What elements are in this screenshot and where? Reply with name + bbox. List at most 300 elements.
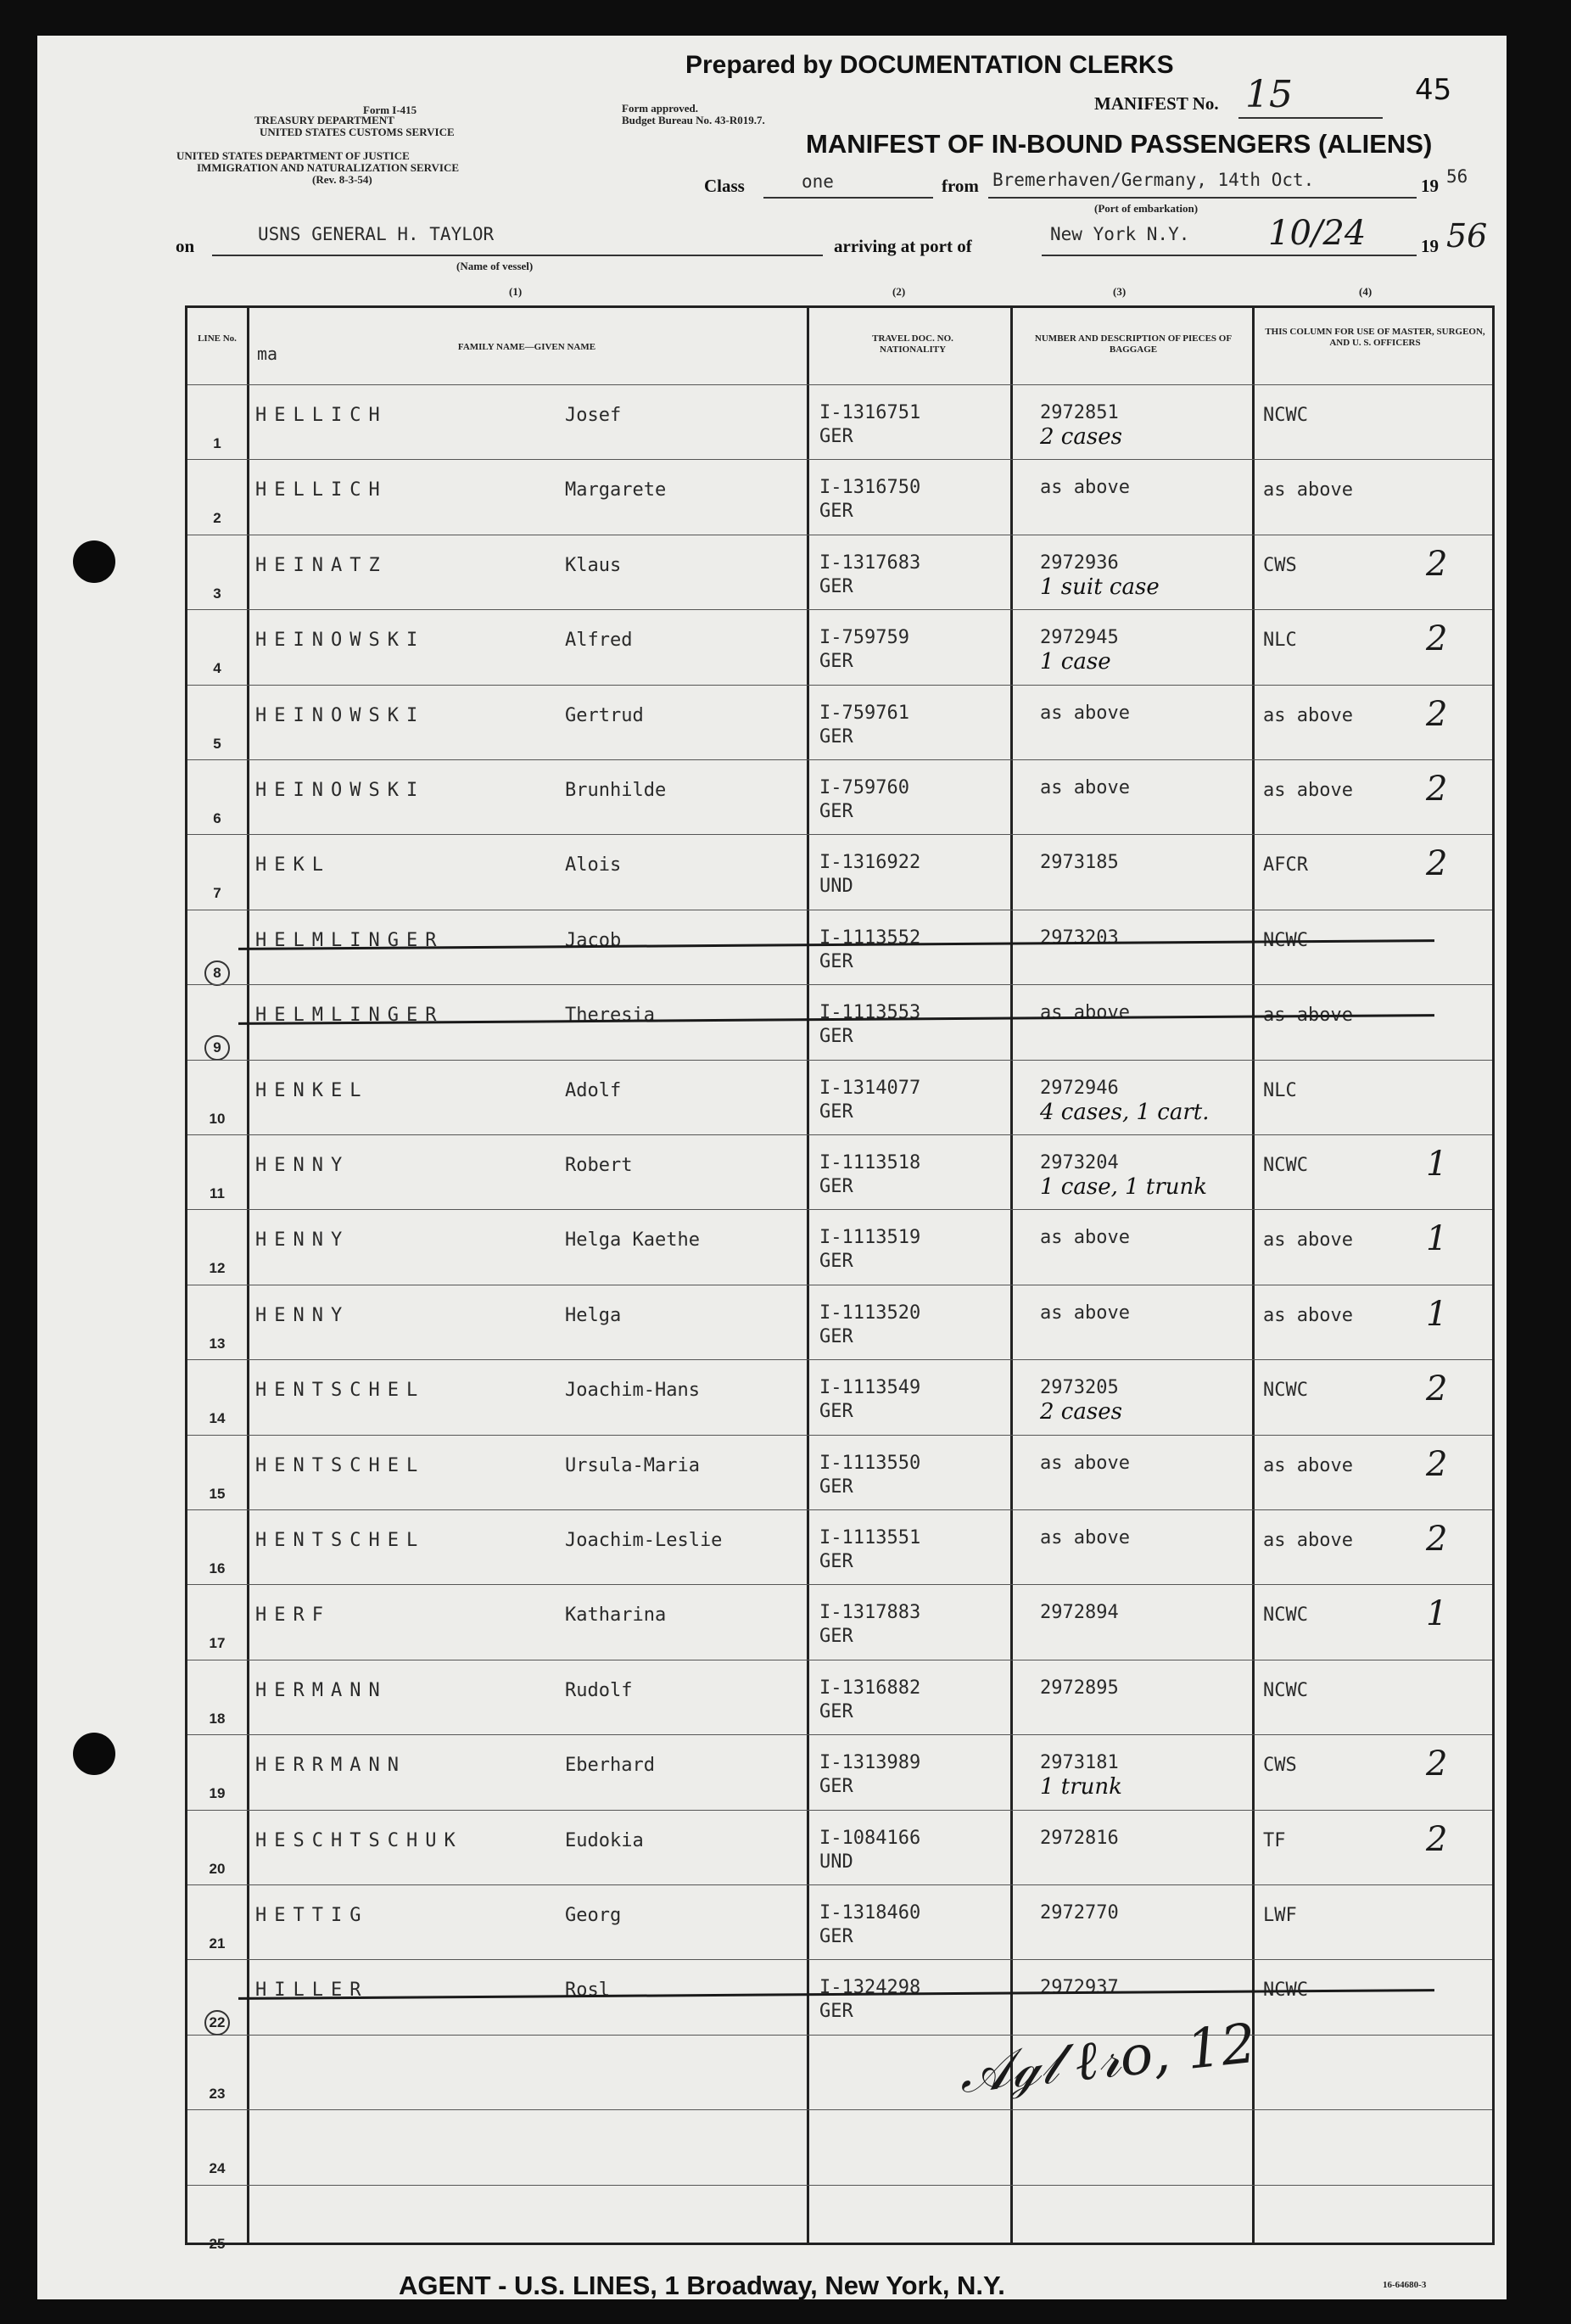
manifest-title: MANIFEST OF IN-BOUND PASSENGERS (ALIENS) — [806, 129, 1433, 159]
travel-doc — [819, 1677, 920, 1724]
nationality: GER — [819, 1476, 853, 1498]
officer-agency: NCWC — [1263, 1980, 1308, 2002]
family-name: HELMLINGER — [255, 929, 444, 951]
col-divider — [1252, 308, 1255, 2243]
print-code: 16-64680-3 — [1383, 2280, 1427, 2290]
row-divider — [187, 1734, 1492, 1735]
page-number: 45 — [1415, 73, 1452, 107]
baggage — [1040, 1601, 1119, 1625]
baggage-number: as above — [1040, 1527, 1130, 1548]
travel-doc — [819, 1226, 920, 1274]
row-divider — [187, 1435, 1492, 1436]
manifest-underline — [1238, 117, 1383, 119]
baggage-number: 2972770 — [1040, 1902, 1119, 1924]
nationality: GER — [819, 1100, 853, 1123]
family-name: HERMANN — [255, 1679, 388, 1701]
col-num-2: (2) — [892, 285, 906, 298]
line-number — [187, 1410, 247, 1427]
row-divider — [187, 2185, 1492, 2186]
line-number — [187, 2160, 247, 2177]
row-divider — [187, 984, 1492, 985]
nationality: GER — [819, 426, 853, 447]
travel-doc — [819, 702, 909, 749]
officer-tally-mark: 2 — [1426, 544, 1448, 584]
family-name: HELLICH — [255, 479, 388, 501]
nationality: GER — [819, 1401, 853, 1423]
travel-doc — [819, 626, 909, 674]
line-number-value: 11 — [210, 1185, 225, 1201]
officer-agency: CWS — [1263, 1755, 1297, 1777]
year-2: 56 — [1446, 217, 1488, 255]
baggage — [1040, 401, 1122, 449]
officer-tally-mark: 2 — [1426, 1369, 1448, 1409]
travel-doc — [819, 401, 920, 449]
baggage-number: 2973181 — [1040, 1752, 1119, 1774]
row-divider — [187, 1884, 1492, 1885]
manifest-label: MANIFEST No. — [1094, 93, 1219, 114]
baggage — [1040, 1751, 1122, 1799]
nationality: GER — [819, 1700, 853, 1722]
given-name: Joachim-Hans — [565, 1380, 700, 1402]
travel-doc-number: I-1316882 — [819, 1677, 921, 1699]
line-number — [187, 1111, 247, 1128]
col-num-3: (3) — [1113, 285, 1127, 298]
line-number — [187, 1035, 247, 1061]
travel-doc-number: I-1317683 — [819, 552, 921, 574]
travel-doc — [819, 1151, 920, 1199]
baggage-note: 2 cases — [1040, 424, 1122, 450]
baggage — [1040, 1901, 1119, 1925]
line-number — [187, 1185, 247, 1202]
line-number-value: 5 — [213, 735, 221, 752]
line-number-value: 16 — [209, 1560, 226, 1576]
nationality: GER — [819, 575, 853, 597]
given-name: Helga — [565, 1304, 622, 1326]
family-name: HEKL — [255, 854, 331, 876]
family-name: HENNY — [255, 1304, 350, 1326]
travel-doc-number: I-1314077 — [819, 1077, 921, 1099]
officer-tally-mark: 1 — [1426, 1294, 1448, 1334]
given-name: Adolf — [565, 1079, 622, 1101]
line-number-value: 23 — [209, 2085, 226, 2102]
officer-agency: NCWC — [1263, 1679, 1308, 1701]
line-number — [187, 585, 247, 602]
baggage-number: 2973203 — [1040, 927, 1119, 949]
line-number — [187, 1711, 247, 1728]
year-prefix-2: 19 — [1421, 236, 1439, 256]
baggage-number: 2972894 — [1040, 1602, 1119, 1624]
travel-doc-number: I-759761 — [819, 702, 909, 724]
family-name: HETTIG — [255, 1905, 369, 1926]
baggage-number: 2973205 — [1040, 1377, 1119, 1399]
baggage — [1040, 851, 1119, 875]
officer-agency: NCWC — [1263, 1155, 1308, 1176]
row-divider — [187, 609, 1492, 610]
given-name: Ursula-Maria — [565, 1454, 700, 1476]
baggage — [1040, 1526, 1130, 1550]
travel-doc-number: I-1084166 — [819, 1827, 921, 1849]
line-number — [187, 1260, 247, 1277]
baggage-number: 2972816 — [1040, 1827, 1119, 1849]
vessel-underline — [212, 255, 823, 256]
from-underline — [988, 197, 1417, 199]
given-name: Gertrud — [565, 704, 644, 726]
baggage — [1040, 1376, 1122, 1424]
given-name: Robert — [565, 1155, 633, 1176]
row-divider — [187, 685, 1492, 686]
row-divider — [187, 459, 1492, 460]
baggage — [1040, 927, 1119, 950]
line-number-value: 9 — [204, 1035, 230, 1061]
from-label: from — [942, 176, 979, 196]
family-name: HENKEL — [255, 1079, 369, 1101]
officer-tally-mark: 2 — [1426, 844, 1448, 884]
family-name: HILLER — [255, 1980, 369, 2002]
given-name: Helga Kaethe — [565, 1229, 700, 1252]
baggage-number: 2973185 — [1040, 852, 1119, 874]
officer-agency: as above — [1263, 1530, 1353, 1551]
nationality: GER — [819, 651, 853, 673]
travel-doc — [819, 1452, 920, 1499]
baggage-note: 1 case — [1040, 649, 1111, 675]
officer-tally-mark: 2 — [1426, 1444, 1448, 1484]
given-name: Eberhard — [565, 1755, 655, 1777]
nationality: GER — [819, 2001, 853, 2023]
officer-tally-mark: 1 — [1426, 1219, 1448, 1259]
nationality: GER — [819, 501, 853, 523]
travel-doc-number: I-1316750 — [819, 477, 921, 499]
line-number — [187, 885, 247, 902]
travel-doc — [819, 476, 920, 524]
row-divider — [187, 1359, 1492, 1360]
baggage — [1040, 626, 1119, 674]
row-divider — [187, 2109, 1492, 2110]
baggage-number: as above — [1040, 1302, 1130, 1324]
nationality: GER — [819, 801, 853, 822]
baggage-number: 2972937 — [1040, 1977, 1119, 1999]
from-value: Bremerhaven/Germany, 14th Oct. — [992, 170, 1315, 190]
nationality: GER — [819, 1026, 853, 1048]
line-number-value: 12 — [209, 1260, 226, 1277]
inspector-signature: 𝒜ℊ𝓁 ℓ𝓇𝑜, 12 — [956, 2012, 1260, 2107]
officer-tally-mark: 2 — [1426, 1520, 1448, 1559]
line-number-value: 4 — [213, 660, 221, 677]
row-divider — [187, 384, 1492, 385]
baggage — [1040, 1302, 1130, 1325]
officer-agency: CWS — [1263, 554, 1297, 576]
row-divider — [187, 1959, 1492, 1960]
travel-doc-number: I-1113520 — [819, 1302, 921, 1324]
officer-tally-mark: 1 — [1426, 1145, 1448, 1184]
travel-doc-number: I-1113552 — [819, 927, 921, 949]
line-number-value: 15 — [209, 1485, 226, 1502]
form-approved: Form approved. — [622, 102, 699, 115]
baggage-number: as above — [1040, 1002, 1130, 1024]
travel-doc — [819, 1901, 920, 1949]
given-name: Joachim-Leslie — [565, 1530, 723, 1551]
travel-doc-number: I-1316922 — [819, 852, 921, 874]
baggage — [1040, 1077, 1209, 1124]
travel-doc — [819, 1976, 920, 2024]
travel-doc-number: I-759760 — [819, 777, 909, 798]
col-divider — [1010, 308, 1013, 2243]
officer-agency: LWF — [1263, 1905, 1297, 1926]
baggage-number: 2972851 — [1040, 402, 1119, 423]
line-number-value: 3 — [213, 585, 221, 602]
baggage-note: 1 case, 1 trunk — [1040, 1174, 1208, 1200]
family-name: HERRMANN — [255, 1755, 406, 1777]
arriving-label: arriving at port of — [834, 236, 972, 256]
line-number — [187, 736, 247, 753]
line-number-value: 21 — [209, 1935, 226, 1952]
row-divider — [187, 1810, 1492, 1811]
class-value: one — [802, 171, 834, 192]
line-number — [187, 2086, 247, 2103]
officer-tally-mark: 2 — [1426, 770, 1448, 809]
travel-doc-number: I-1113549 — [819, 1377, 921, 1399]
given-name: Alfred — [565, 630, 633, 652]
given-name: Eudokia — [565, 1829, 644, 1851]
baggage — [1040, 1677, 1119, 1700]
nationality: GER — [819, 950, 853, 972]
on-label: on — [176, 236, 195, 256]
port-embarkation-caption: (Port of embarkation) — [1094, 202, 1199, 215]
row-divider — [187, 834, 1492, 835]
officer-agency: NCWC — [1263, 929, 1308, 951]
given-name: Klaus — [565, 554, 622, 576]
baggage — [1040, 1226, 1130, 1250]
travel-doc — [819, 1001, 920, 1049]
nationality: GER — [819, 1251, 853, 1273]
col-header-officers: THIS COLUMN FOR USE OF MASTER, SURGEON, AND U. S. OFFICERS — [1265, 327, 1485, 348]
line-mark: ma — [257, 344, 278, 364]
travel-doc — [819, 776, 909, 824]
travel-doc-number: I-1113518 — [819, 1152, 921, 1173]
given-name: Josef — [565, 405, 622, 426]
year-prefix-1: 19 — [1421, 176, 1439, 196]
travel-doc — [819, 1827, 920, 1874]
baggage — [1040, 1151, 1207, 1199]
family-name: HELLICH — [255, 405, 388, 426]
col-divider — [807, 308, 809, 2243]
treasury-dept: TREASURY DEPARTMENT — [254, 114, 394, 126]
line-number-value: 10 — [209, 1110, 226, 1127]
baggage-note: 1 suit case — [1040, 574, 1160, 600]
line-number-value: 18 — [209, 1710, 226, 1727]
family-name: HEINOWSKI — [255, 780, 426, 801]
baggage-number: 2972936 — [1040, 552, 1119, 574]
given-name: Jacob — [565, 929, 622, 951]
row-divider — [187, 1134, 1492, 1135]
line-number-value: 19 — [209, 1785, 226, 1802]
nationality: GER — [819, 1626, 853, 1648]
col-divider — [247, 308, 249, 2243]
travel-doc — [819, 1751, 920, 1799]
officer-agency: NLC — [1263, 630, 1297, 652]
line-number — [187, 960, 247, 986]
family-name: HENTSCHEL — [255, 1454, 426, 1476]
officer-agency: NCWC — [1263, 1604, 1308, 1627]
nationality: GER — [819, 725, 853, 748]
travel-doc-number: I-1316751 — [819, 402, 921, 423]
travel-doc — [819, 1077, 920, 1124]
family-name: HENTSCHEL — [255, 1530, 426, 1551]
baggage-note: 4 cases, 1 cart. — [1040, 1099, 1210, 1125]
officer-tally-mark: 2 — [1426, 1819, 1448, 1859]
nationality: GER — [819, 1325, 853, 1347]
given-name: Rudolf — [565, 1679, 633, 1701]
baggage-note: 2 cases — [1040, 1399, 1122, 1425]
line-number — [187, 1935, 247, 1952]
ins-service: IMMIGRATION AND NATURALIZATION SERVICE — [197, 161, 460, 174]
baggage-number: 2972895 — [1040, 1677, 1119, 1699]
line-number — [187, 660, 247, 677]
travel-doc-number: I-1113519 — [819, 1227, 921, 1249]
baggage — [1040, 776, 1130, 800]
row-divider — [187, 1209, 1492, 1210]
officer-agency: as above — [1263, 1304, 1353, 1326]
row-divider — [187, 1584, 1492, 1585]
arriving-underline — [1042, 255, 1417, 256]
line-number-value: 24 — [209, 2160, 226, 2177]
travel-doc — [819, 927, 920, 974]
punch-hole — [73, 1733, 115, 1775]
line-number-value: 22 — [204, 2010, 230, 2036]
line-number-value: 14 — [209, 1410, 226, 1427]
family-name: HENTSCHEL — [255, 1380, 426, 1402]
year-1: 56 — [1446, 166, 1468, 187]
baggage-number: as above — [1040, 777, 1130, 798]
given-name: Margarete — [565, 479, 667, 501]
col-num-4: (4) — [1359, 285, 1373, 298]
baggage-number: as above — [1040, 1452, 1130, 1474]
baggage-number: as above — [1040, 1227, 1130, 1249]
officer-tally-mark: 2 — [1426, 1744, 1448, 1784]
travel-doc-number: I-759759 — [819, 627, 909, 649]
dept-justice: UNITED STATES DEPARTMENT OF JUSTICE — [176, 149, 410, 162]
line-number-value: 25 — [209, 2235, 226, 2252]
line-number-value: 6 — [213, 810, 221, 826]
travel-doc — [819, 552, 920, 599]
travel-doc-number: I-1113550 — [819, 1452, 921, 1474]
travel-doc — [819, 851, 920, 899]
officer-agency: AFCR — [1263, 854, 1308, 876]
given-name: Georg — [565, 1905, 622, 1926]
line-number — [187, 810, 247, 827]
row-divider — [187, 1060, 1492, 1061]
line-number — [187, 1560, 247, 1577]
travel-doc — [819, 1526, 920, 1574]
travel-doc — [819, 1376, 920, 1424]
travel-doc-number: I-1113553 — [819, 1002, 921, 1024]
line-number-value: 2 — [213, 510, 221, 527]
arrival-date: 10/24 — [1268, 214, 1367, 253]
line-number-value: 20 — [209, 1860, 226, 1877]
line-number — [187, 1785, 247, 1802]
given-name: Brunhilde — [565, 780, 667, 801]
baggage — [1040, 1001, 1130, 1025]
family-name: HEINOWSKI — [255, 630, 426, 652]
line-number-value: 8 — [204, 960, 230, 986]
officer-agency: TF — [1263, 1829, 1286, 1851]
line-number — [187, 2236, 247, 2253]
arriving-port: New York N.Y. — [1050, 224, 1190, 244]
line-number — [187, 1635, 247, 1652]
officer-agency: NCWC — [1263, 405, 1308, 426]
officer-agency: NCWC — [1263, 1380, 1308, 1402]
form-number: Form I-415 — [363, 104, 417, 116]
officer-tally-mark: 1 — [1426, 1594, 1448, 1634]
line-number-value: 1 — [213, 435, 221, 451]
baggage-number: 2973204 — [1040, 1152, 1119, 1173]
officer-agency: as above — [1263, 780, 1353, 801]
line-number — [187, 1486, 247, 1503]
customs-service: UNITED STATES CUSTOMS SERVICE — [260, 126, 455, 138]
line-number — [187, 2010, 247, 2036]
class-label: Class — [704, 176, 745, 196]
baggage-number: 2972946 — [1040, 1077, 1119, 1099]
budget-bureau: Budget Bureau No. 43-R019.7. — [622, 114, 765, 126]
nationality: GER — [819, 1776, 853, 1798]
agent-footer: AGENT - U.S. LINES, 1 Broadway, New York, N.Y. — [399, 2271, 1005, 2300]
baggage — [1040, 702, 1130, 725]
prepared-by-stamp: Prepared by DOCUMENTATION CLERKS — [685, 51, 1174, 79]
given-name: Rosl — [565, 1980, 610, 2002]
given-name: Katharina — [565, 1604, 667, 1627]
vessel-name: USNS GENERAL H. TAYLOR — [258, 224, 495, 244]
family-name: HESCHTSCHUK — [255, 1829, 463, 1851]
col-header-baggage: NUMBER AND DESCRIPTION OF PIECES OF BAGGAGE — [1034, 333, 1233, 355]
baggage — [1040, 552, 1160, 599]
baggage-number: as above — [1040, 702, 1130, 724]
row-divider — [187, 759, 1492, 760]
officer-tally-mark: 2 — [1426, 694, 1448, 734]
baggage-note: 1 trunk — [1040, 1774, 1122, 1800]
nationality: GER — [819, 1176, 853, 1197]
col-header-travel: TRAVEL DOC. NO. NATIONALITY — [872, 333, 953, 355]
officer-agency: as above — [1263, 704, 1353, 726]
revision: (Rev. 8-3-54) — [312, 173, 372, 186]
travel-doc-number: I-1317883 — [819, 1602, 921, 1624]
family-name: HENNY — [255, 1155, 350, 1176]
officer-agency: as above — [1263, 1229, 1353, 1252]
baggage — [1040, 1827, 1119, 1851]
travel-doc-number: I-1324298 — [819, 1977, 921, 1999]
nationality: UND — [819, 876, 853, 898]
line-number-value: 13 — [209, 1335, 226, 1352]
travel-doc-number: I-1113551 — [819, 1527, 921, 1548]
family-name: HEINATZ — [255, 554, 388, 576]
given-name: Theresia — [565, 1005, 655, 1027]
travel-doc-number: I-1318460 — [819, 1902, 921, 1924]
passenger-table — [185, 305, 1495, 2252]
line-number — [187, 1861, 247, 1878]
baggage — [1040, 476, 1130, 500]
class-underline — [763, 197, 933, 199]
vessel-caption: (Name of vessel) — [456, 260, 534, 272]
officer-agency: as above — [1263, 1005, 1353, 1027]
officer-agency: as above — [1263, 479, 1353, 501]
nationality: GER — [819, 1926, 853, 1947]
row-divider — [187, 1509, 1492, 1510]
col-header-name: FAMILY NAME—GIVEN NAME — [457, 342, 596, 352]
family-name: HERF — [255, 1604, 331, 1627]
line-number-value: 17 — [209, 1635, 226, 1652]
family-name: HEINOWSKI — [255, 704, 426, 726]
family-name: HENNY — [255, 1229, 350, 1252]
col-num-1: (1) — [509, 285, 523, 298]
nationality: UND — [819, 1851, 853, 1873]
